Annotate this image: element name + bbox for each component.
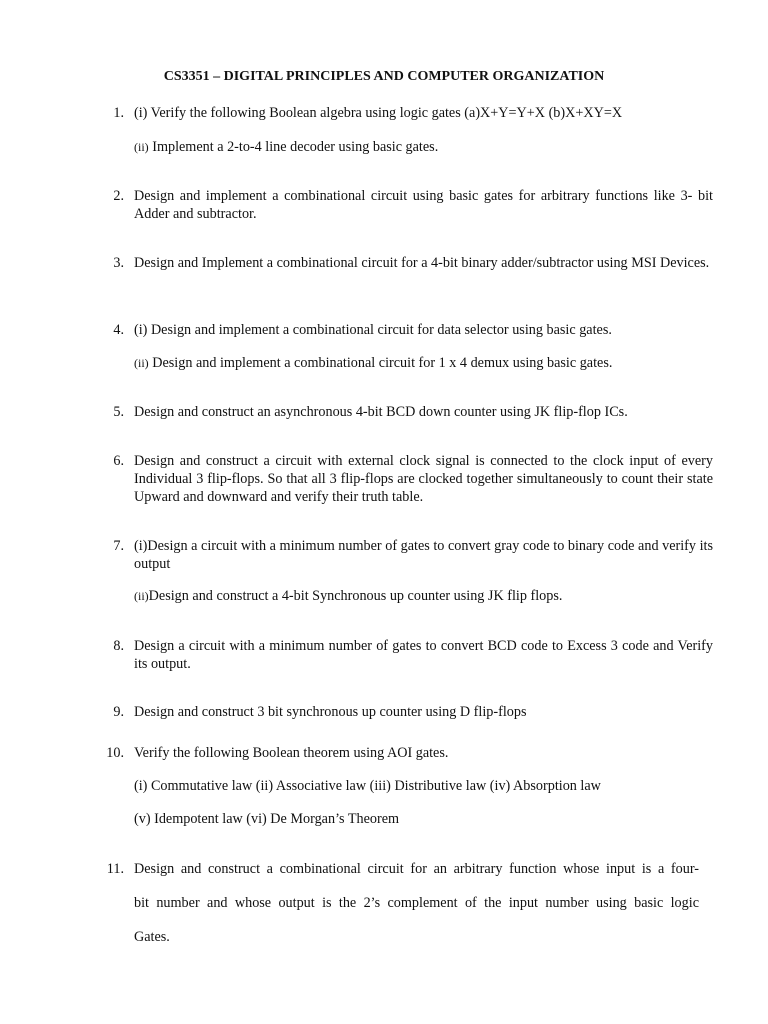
item-text: Design a circuit with a minimum number of gates to convert BCD code to Excess 3 code and Verify its output. (134, 638, 713, 672)
item-subtext-body: Design and implement a combinational circuit for 1 x 4 demux using basic gates. (148, 355, 613, 371)
item-number: 8. (113, 638, 124, 654)
item-number: 10. (106, 745, 124, 761)
item-number: 11. (106, 861, 124, 877)
item-text: Design and construct a circuit with external clock signal is connected to the clock input of every Individual 3 flip-flops. So that all 3 flip-flops are clocked together simultaneously to count their state Upward and downward and verify their truth table. (134, 453, 713, 505)
roman-numeral: (ii) (134, 589, 149, 603)
item-text: Design and Implement a combinational circuit for a 4-bit binary adder/subtractor using MSI Devices. (134, 255, 710, 271)
item-number: 1. (113, 105, 124, 121)
item-subtext (134, 587, 562, 605)
roman-numeral: (ii) (134, 140, 149, 154)
item-text: Design and construct a combinational circuit for an arbitrary function whose input is a four- (134, 861, 699, 877)
item-number: 9. (113, 704, 124, 720)
item-subtext: (i) Commutative law (ii) Associative law (iii) Distributive law (iv) Absorption law (134, 778, 601, 794)
roman-numeral: (ii) (134, 356, 149, 370)
document-title: CS3351 – DIGITAL PRINCIPLES AND COMPUTER ORGANIZATION (163, 69, 605, 84)
item-text-line-2: bit number and whose output is the 2’s complement of the input number using basic logic (134, 895, 699, 911)
item-number: 7. (113, 538, 124, 554)
item-number: 3. (113, 255, 124, 271)
item-text: Design and implement a combinational circuit using basic gates for arbitrary functions like 3- bit Adder and subtractor. (134, 188, 713, 222)
item-number: 5. (113, 404, 124, 420)
item-subtext (134, 354, 612, 372)
item-text: Verify the following Boolean theorem using AOI gates. (134, 745, 449, 761)
item-text: Design and construct an asynchronous 4-bit BCD down counter using JK flip-flop ICs. (134, 404, 628, 420)
item-text: (i)Design a circuit with a minimum number of gates to convert gray code to binary code and verify its output (134, 538, 713, 572)
item-subtext-body: Implement a 2-to-4 line decoder using basic gates. (148, 139, 439, 155)
item-subtext (134, 138, 438, 156)
item-text: Design and construct 3 bit synchronous up counter using D flip-flops (134, 704, 527, 720)
item-text-line-3: Gates. (134, 929, 170, 945)
item-text: (i) Design and implement a combinational circuit for data selector using basic gates. (134, 322, 612, 338)
item-text: (i) Verify the following Boolean algebra using logic gates (a)X+Y=Y+X (b)X+XY=X (134, 105, 623, 121)
item-number: 6. (113, 453, 124, 469)
item-subtext-body: Design and construct a 4-bit Synchronous up counter using JK flip flops. (148, 588, 563, 604)
item-subtext: (v) Idempotent law (vi) De Morgan’s Theorem (134, 811, 400, 827)
item-number: 4. (113, 322, 124, 338)
item-number: 2. (113, 188, 124, 204)
